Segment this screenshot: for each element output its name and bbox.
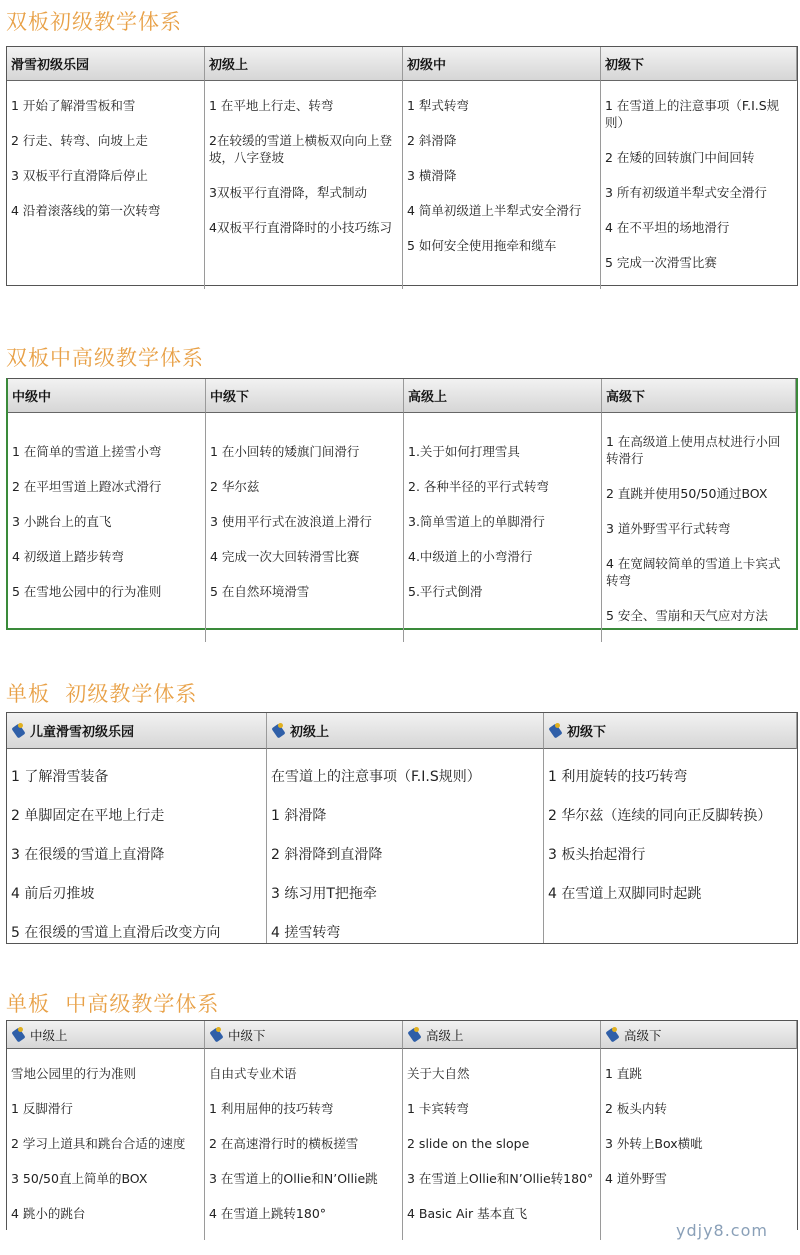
list-item: 2 斜滑降到直滑降 (271, 847, 383, 863)
column-header (601, 1021, 797, 1049)
list-item: 3 双板平行直滑降后停止 (11, 168, 148, 183)
curriculum-table (6, 712, 798, 944)
list-item: 1 在小回转的矮旗门间滑行 (210, 444, 360, 459)
list-item: 1 利用旋转的技巧转弯 (548, 769, 688, 785)
list-item: 4 搓雪转弯 (271, 925, 341, 941)
list-item: 5 安全、雪崩和天气应对方法 (606, 608, 768, 623)
column-header-label: 儿童滑雪初级乐园 (30, 725, 135, 740)
list-item: 5.平行式倒滑 (408, 584, 483, 599)
list-item: 1 开始了解滑雪板和雪 (11, 98, 136, 113)
list-item: 3 在雪道上的Ollie和N’Ollie跳 (209, 1171, 378, 1186)
list-item: 雪地公园里的行为准则 (11, 1066, 137, 1081)
list-item: 关于大自然 (407, 1066, 470, 1081)
snowboarder-icon (548, 723, 564, 739)
list-item: 3 所有初级道半犁式安全滑行 (605, 185, 767, 200)
list-item: 3 板头抬起滑行 (548, 847, 646, 863)
column-header-label: 高级下 (624, 1027, 662, 1043)
column-cell (205, 1049, 403, 1240)
list-item: 1 反脚滑行 (11, 1101, 73, 1116)
list-item: 3 横滑降 (407, 168, 457, 183)
list-item: 5 如何安全使用拖牵和缆车 (407, 238, 557, 253)
column-header: 中级中 (8, 379, 206, 413)
list-item: 3 50/50直上简单的BOX (11, 1171, 148, 1186)
list-item: 4.中级道上的小弯滑行 (408, 549, 533, 564)
list-item: 2 板头内转 (605, 1101, 667, 1116)
list-item: 4 初级道上踏步转弯 (12, 549, 124, 564)
column-header (267, 713, 544, 749)
section-double-board-advanced (0, 338, 800, 633)
column-cell (206, 413, 404, 642)
snowboarder-icon (605, 1027, 621, 1043)
list-item: 3 在雪道上Ollie和N’Ollie转180° (407, 1171, 594, 1186)
list-item: 2 行走、转弯、向坡上走 (11, 133, 148, 148)
column-header (544, 713, 797, 749)
list-item: 1 利用屈伸的技巧转弯 (209, 1101, 334, 1116)
column-cell (601, 1049, 797, 1240)
column-header: 初级下 (601, 47, 797, 81)
column-cell (7, 749, 267, 943)
snowboarder-icon (407, 1027, 423, 1043)
list-item: 4 前后刃推坡 (11, 886, 95, 902)
curriculum-table (6, 378, 798, 630)
list-item: 5 在雪地公园中的行为准则 (12, 584, 162, 599)
list-item: 1 在高级道上使用点杖进行小回转滑行 (606, 434, 781, 466)
column-header: 初级上 (205, 47, 403, 81)
list-item: 2 在平坦雪道上蹬冰式滑行 (12, 479, 162, 494)
column-header-label: 高级上 (426, 1027, 464, 1043)
column-header (7, 1021, 205, 1049)
list-item: 1 直跳 (605, 1066, 642, 1081)
list-item: 3.简单雪道上的单脚滑行 (408, 514, 545, 529)
curriculum-table (6, 46, 798, 286)
column-cell (267, 749, 544, 943)
list-item: 1 犁式转弯 (407, 98, 469, 113)
list-item: 2 slide on the slope (407, 1136, 530, 1151)
column-header-label: 中级下 (228, 1027, 266, 1043)
snowboarder-icon (271, 723, 287, 739)
list-item: 2 在矮的回转旗门中间回转 (605, 150, 755, 165)
list-item: 4 道外野雪 (605, 1171, 667, 1186)
list-item: 3双板平行直滑降，犁式制动 (209, 185, 367, 200)
section-title: 单板 初级教学体系 (6, 682, 198, 706)
list-item: 自由式专业术语 (209, 1066, 297, 1081)
section-title: 双板初级教学体系 (6, 10, 182, 34)
column-header: 初级中 (403, 47, 601, 81)
list-item: 1 在简单的雪道上搓雪小弯 (12, 444, 162, 459)
column-header-label: 初级下 (567, 725, 607, 740)
list-item: 3 在很缓的雪道上直滑降 (11, 847, 165, 863)
list-item: 4 简单初级道上半犁式安全滑行 (407, 203, 582, 218)
list-item: 2 华尔兹（连续的同向正反脚转换） (548, 808, 772, 824)
list-item: 4双板平行直滑降时的小技巧练习 (209, 220, 392, 235)
section-snowboard-beginner (0, 672, 800, 947)
column-cell (404, 413, 602, 642)
column-header: 中级下 (206, 379, 404, 413)
column-cell (403, 1049, 601, 1240)
list-item: 3 外转上Box横呲 (605, 1136, 703, 1151)
column-cell (544, 749, 797, 943)
snowboarder-icon (209, 1027, 225, 1043)
list-item: 4 跳小的跳台 (11, 1206, 86, 1221)
list-item: 4 在雪道上跳转180° (209, 1206, 327, 1221)
list-item: 4 在不平坦的场地滑行 (605, 220, 730, 235)
column-header: 滑雪初级乐园 (7, 47, 205, 81)
column-cell (7, 1049, 205, 1240)
list-item: 4 在宽阔较简单的雪道上卡宾式转弯 (606, 556, 781, 588)
list-item: 4 在雪道上双脚同时起跳 (548, 886, 702, 902)
column-header (403, 1021, 601, 1049)
list-item: 3 小跳台上的直飞 (12, 514, 112, 529)
snowboarder-icon (11, 723, 27, 739)
list-item: 2 在高速滑行时的横板搓雪 (209, 1136, 359, 1151)
column-header: 高级下 (602, 379, 796, 413)
section-snowboard-advanced (0, 980, 800, 1255)
section-double-board-beginner (0, 0, 800, 290)
list-item: 2 斜滑降 (407, 133, 457, 148)
column-header (7, 713, 267, 749)
list-item: 5 在自然环境滑雪 (210, 584, 310, 599)
list-item: 5 完成一次滑雪比赛 (605, 255, 717, 270)
list-item: 在雪道上的注意事项（F.I.S规则） (271, 769, 481, 785)
column-header: 高级上 (404, 379, 602, 413)
column-cell (7, 81, 205, 289)
snowboarder-icon (11, 1027, 27, 1043)
list-item: 2 直跳并使用50/50通过BOX (606, 486, 768, 501)
list-item: 1 了解滑雪装备 (11, 769, 109, 785)
list-item: 4 完成一次大回转滑雪比赛 (210, 549, 360, 564)
column-header (205, 1021, 403, 1049)
section-title: 单板 中高级教学体系 (6, 992, 220, 1016)
list-item: 2. 各种半径的平行式转弯 (408, 479, 549, 494)
list-item: 1.关于如何打理雪具 (408, 444, 520, 459)
list-item: 1 卡宾转弯 (407, 1101, 469, 1116)
curriculum-table (6, 1020, 798, 1230)
column-header-label: 中级上 (30, 1027, 68, 1043)
list-item: 2 华尔兹 (210, 479, 260, 494)
list-item: 4 沿着滚落线的第一次转弯 (11, 203, 161, 218)
watermark: ydjy8.com (676, 1221, 768, 1240)
list-item: 4 Basic Air 基本直飞 (407, 1206, 528, 1221)
list-item: 2在较缓的雪道上横板双向向上登坡，八字登坡 (209, 133, 392, 165)
column-cell (205, 81, 403, 289)
list-item: 3 使用平行式在波浪道上滑行 (210, 514, 372, 529)
column-cell (602, 413, 796, 642)
list-item: 5 在很缓的雪道上直滑后改变方向 (11, 925, 221, 941)
list-item: 1 在雪道上的注意事项（F.I.S规则） (605, 98, 780, 130)
list-item: 3 练习用T把拖牵 (271, 886, 377, 902)
list-item: 2 单脚固定在平地上行走 (11, 808, 165, 824)
column-header-label: 初级上 (290, 725, 330, 740)
column-cell (403, 81, 601, 289)
column-cell (8, 413, 206, 642)
column-cell (601, 81, 797, 289)
list-item: 2 学习上道具和跳台合适的速度 (11, 1136, 186, 1151)
list-item: 3 道外野雪平行式转弯 (606, 521, 731, 536)
list-item: 1 斜滑降 (271, 808, 327, 824)
list-item: 1 在平地上行走、转弯 (209, 98, 334, 113)
section-title: 双板中高级教学体系 (6, 346, 204, 370)
